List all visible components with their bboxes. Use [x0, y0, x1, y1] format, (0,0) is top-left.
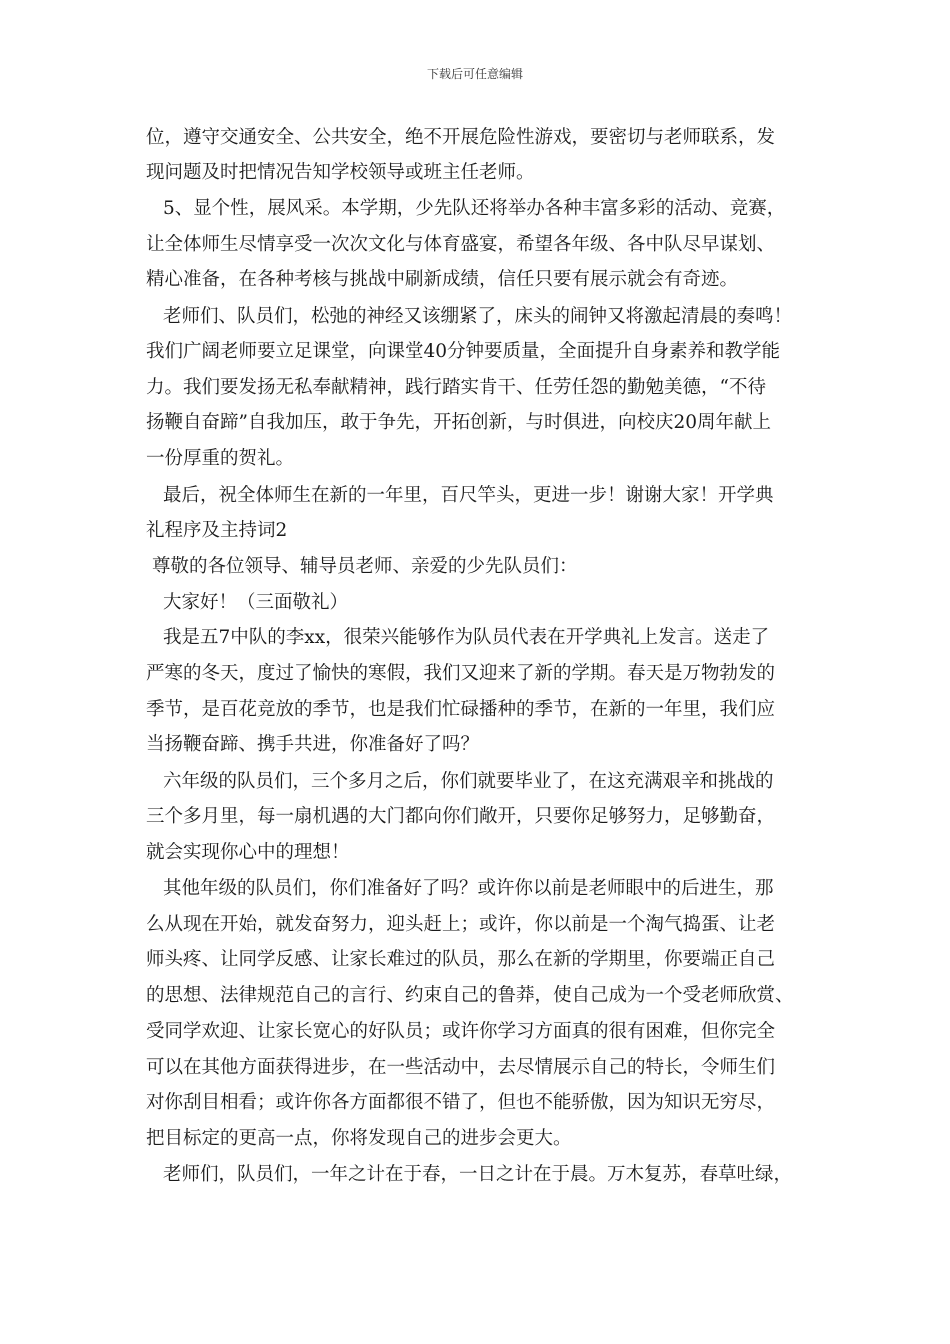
text-line: 把目标定的更高一点，你将发现自己的进步会更大。 [146, 1128, 572, 1149]
text-line: 让全体师生尽情享受一次次文化与体育盛宴，希望各年级、各中队尽早谋划、 [146, 234, 776, 255]
text-line: 就会实现你心中的理想！ [146, 842, 350, 863]
text-line: 现问题及时把情况告知学校领导或班主任老师。 [146, 162, 535, 183]
text-line: 严寒的冬天，度过了愉快的寒假，我们又迎来了新的学期。春天是万物勃发的 [146, 663, 776, 684]
text-line: 扬鞭自奋蹄”自我加压，敢于争先，开拓创新，与时俱进，向校庆20周年献上 [146, 412, 772, 433]
text-line: 当扬鞭奋蹄、携手共进，你准备好了吗？ [146, 734, 480, 755]
text-line: 么从现在开始，就发奋努力，迎头赶上；或许，你以前是一个淘气捣蛋、让老 [146, 914, 776, 935]
text-line: 三个多月里，每一扇机遇的大门都向你们敞开，只要你足够努力，足够勤奋， [146, 806, 776, 827]
text-line: 老师们、队员们，松弛的神经又该绷紧了，床头的闹钟又将激起清晨的奏鸣！ [163, 306, 793, 327]
text-line: 受同学欢迎、让家长宽心的好队员；或许你学习方面真的很有困难，但你完全 [146, 1021, 776, 1042]
text-line: 大家好！（三面敬礼） [163, 592, 349, 613]
text-line: 六年级的队员们，三个多月之后，你们就要毕业了，在这充满艰辛和挑战的 [163, 771, 774, 792]
text-line: 5、显个性，展风采。本学期，少先队还将举办各种丰富多彩的活动、竞赛， [163, 198, 786, 219]
text-line: 礼程序及主持词2 [146, 520, 288, 541]
text-line: 老师们，队员们，一年之计在于春，一日之计在于晨。万木复苏，春草吐绿， [163, 1164, 793, 1185]
text-line: 其他年级的队员们，你们准备好了吗？或许你以前是老师眼中的后进生，那 [163, 878, 774, 899]
text-line: 我是五7中队的李xx，很荣兴能够作为队员代表在开学典礼上发言。送走了 [163, 627, 770, 648]
text-line: 力。我们要发扬无私奉献精神，践行踏实肯干、任劳任怨的勤勉美德，“不待 [146, 377, 766, 398]
text-line: 可以在其他方面获得进步，在一些活动中，去尽情展示自己的特长，令师生们 [146, 1057, 776, 1078]
text-line: 尊敬的各位领导、辅导员老师、亲爱的少先队员们： [152, 556, 578, 577]
text-line: 一份厚重的贺礼。 [146, 448, 295, 469]
text-line: 我们广阔老师要立足课堂，向课堂40分钟要质量，全面提升自身素养和教学能 [146, 341, 781, 362]
text-line: 季节，是百花竞放的季节，也是我们忙碌播种的季节，在新的一年里，我们应 [146, 699, 776, 720]
text-line: 位，遵守交通安全、公共安全，绝不开展危险性游戏，要密切与老师联系，发 [146, 127, 776, 148]
text-line: 的思想、法律规范自己的言行、约束自己的鲁莽，使自己成为一个受老师欣赏、 [146, 985, 794, 1006]
text-line: 最后，祝全体师生在新的一年里，百尺竿头，更进一步！谢谢大家！开学典 [163, 485, 774, 506]
text-line: 师头疼、让同学反感、让家长难过的队员，那么在新的学期里，你要端正自己 [146, 949, 776, 970]
text-line: 精心准备，在各种考核与挑战中刷新成绩，信任只要有展示就会有奇迹。 [146, 269, 739, 290]
text-line: 对你刮目相看；或许你各方面都很不错了，但也不能骄傲，因为知识无穷尽， [146, 1092, 776, 1113]
page-header: 下载后可任意编辑 [426, 67, 523, 81]
